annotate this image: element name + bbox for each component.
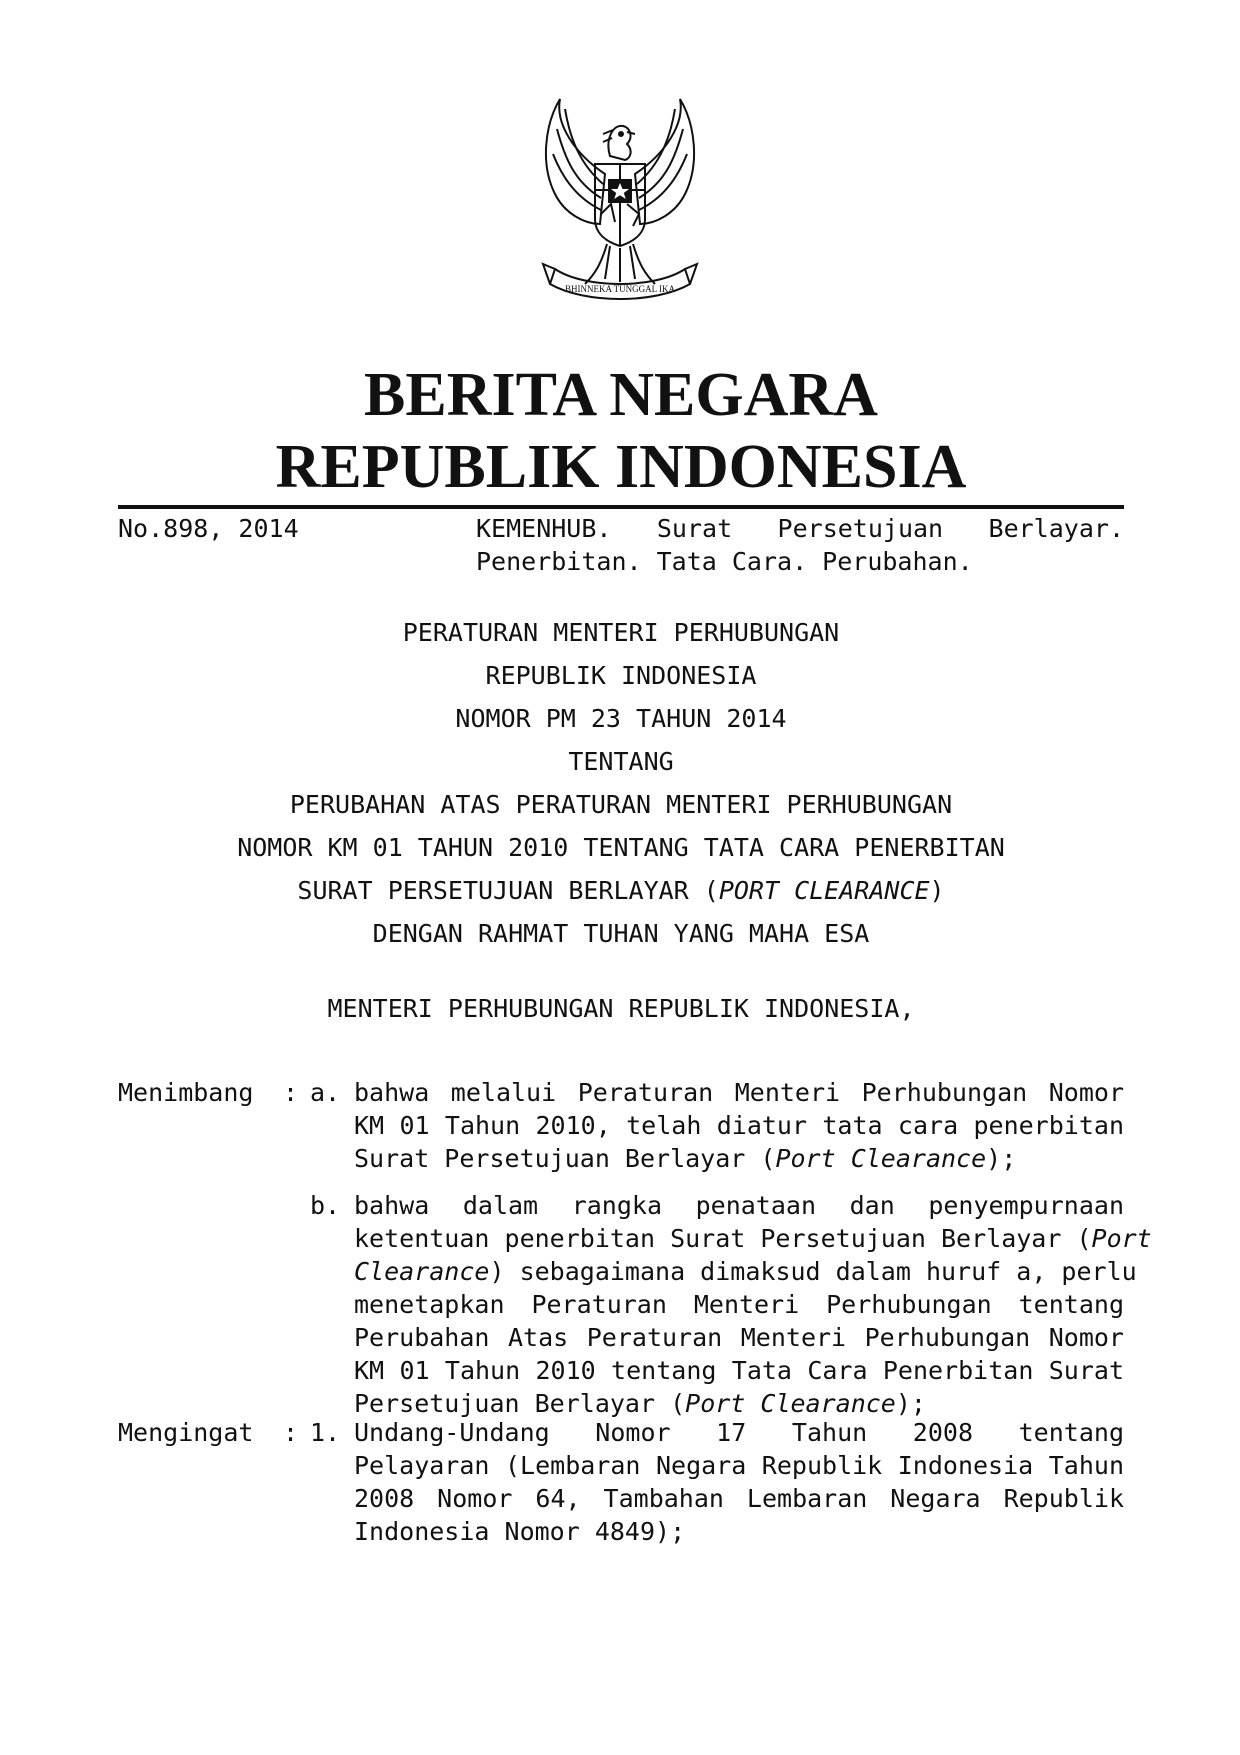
text-line: 2008 Nomor 64, Tambahan Lembaran Negara Republik — [354, 1484, 1124, 1513]
masthead-title-line2: REPUBLIK INDONESIA — [275, 433, 967, 501]
item-marker: 1. — [310, 1418, 341, 1447]
text-line: bahwa melalui Peraturan Menteri Perhubungan Nomor — [354, 1078, 1124, 1107]
text-line: KM 01 Tahun 2010, telah diatur tata cara penerbitan — [354, 1111, 1124, 1140]
title-line-text: SURAT PERSETUJUAN BERLAYAR ( — [297, 876, 719, 905]
mengingat-label: Mengingat — [118, 1418, 254, 1447]
subject-line-1: KEMENHUB. Surat Persetujuan Berlayar. — [476, 514, 1124, 543]
text-span: ); — [986, 1144, 1017, 1173]
title-line: PERUBAHAN ATAS PERATURAN MENTERI PERHUBUNGAN — [289, 790, 953, 819]
title-line: REPUBLIK INDONESIA — [485, 661, 757, 690]
menimbang-item-b — [354, 1189, 1152, 1420]
title-line-text: ) — [929, 876, 945, 905]
garuda-emblem-icon — [515, 94, 725, 314]
text-italic: Clearance — [354, 1257, 490, 1286]
mengingat-item-1 — [354, 1416, 1124, 1548]
menimbang-label: Menimbang — [118, 1078, 254, 1107]
text-italic: Port — [1091, 1224, 1152, 1253]
text-line — [354, 1255, 1137, 1288]
masthead-divider — [118, 505, 1124, 509]
publication-number: No.898, 2014 — [118, 514, 299, 543]
title-line: NOMOR PM 23 TAHUN 2014 — [455, 704, 787, 733]
text-line — [354, 1222, 1152, 1255]
text-line: Perubahan Atas Peraturan Menteri Perhubungan Nomor — [354, 1323, 1124, 1352]
text-span: Persetujuan Berlayar ( — [354, 1389, 686, 1418]
item-marker: a. — [310, 1078, 341, 1107]
text-span: ) sebagaimana dimaksud dalam huruf a, perlu — [489, 1257, 1137, 1286]
text-line — [354, 1142, 1124, 1175]
title-line-italic: PORT CLEARANCE — [718, 876, 930, 905]
mengingat-colon: : — [283, 1418, 299, 1447]
text-line: Undang-Undang Nomor 17 Tahun 2008 tentang — [354, 1418, 1124, 1447]
title-line: DENGAN RAHMAT TUHAN YANG MAHA ESA — [372, 919, 870, 948]
text-span: Surat Persetujuan Berlayar ( — [354, 1144, 776, 1173]
subject-summary — [476, 512, 1124, 578]
minister-heading: MENTERI PERHUBUNGAN REPUBLIK INDONESIA, — [327, 994, 915, 1023]
text-line: menetapkan Peraturan Menteri Perhubungan tentang — [354, 1290, 1124, 1319]
text-span: ); — [895, 1389, 926, 1418]
text-line: Indonesia Nomor 4849); — [354, 1517, 686, 1546]
subject-line-2: Penerbitan. Tata Cara. Perubahan. — [476, 547, 973, 576]
title-line: NOMOR KM 01 TAHUN 2010 TENTANG TATA CARA PENERBITAN — [237, 833, 1005, 862]
text-italic: Port Clearance — [685, 1389, 896, 1418]
title-line: TENTANG — [568, 747, 674, 776]
emblem-motto: BHINNEKA TUNGGAL IKA — [565, 284, 675, 294]
masthead-title-line1: BERITA NEGARA — [364, 361, 878, 429]
item-marker: b. — [310, 1191, 341, 1220]
menimbang-item-a — [354, 1076, 1124, 1175]
text-line: bahwa dalam rangka penataan dan penyempurnaan — [354, 1191, 1124, 1220]
title-line — [118, 874, 1124, 907]
text-line: KM 01 Tahun 2010 tentang Tata Cara Penerbitan Surat — [354, 1356, 1124, 1385]
text-line: Pelayaran (Lembaran Negara Republik Indonesia Tahun — [354, 1451, 1124, 1480]
text-span: ketentuan penerbitan Surat Persetujuan Berlayar ( — [354, 1224, 1092, 1253]
text-italic: Port Clearance — [775, 1144, 987, 1173]
menimbang-colon: : — [283, 1078, 299, 1107]
title-line: PERATURAN MENTERI PERHUBUNGAN — [402, 618, 840, 647]
